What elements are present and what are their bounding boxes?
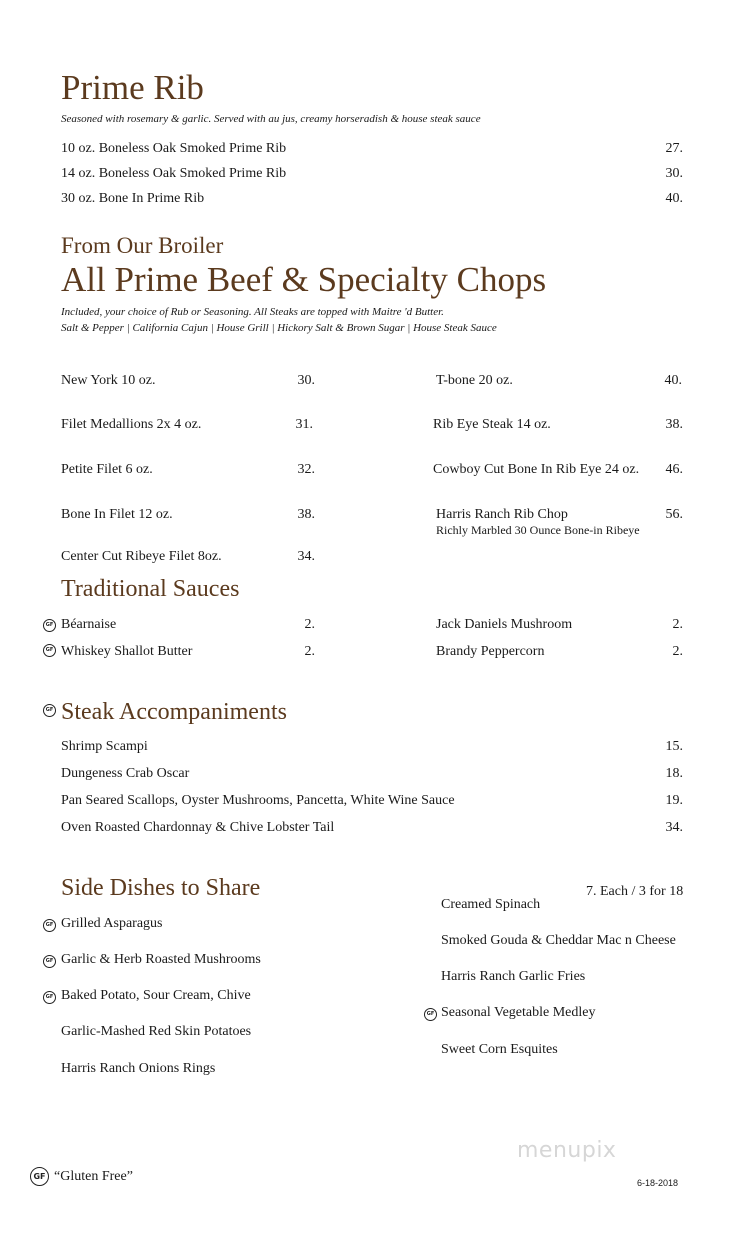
menu-item-name: Oven Roasted Chardonnay & Chive Lobster Tail [61, 820, 335, 835]
gluten-free-icon: GF [43, 619, 56, 632]
menu-item-name: Filet Medallions 2x 4 oz. [61, 417, 202, 432]
menu-item-name: Bone In Filet 12 oz. [61, 507, 173, 522]
menu-item-price: 34. [297, 549, 315, 564]
menu-item-price: 2. [304, 644, 315, 659]
menu-item-price: 40. [664, 373, 682, 388]
accompaniments-title: Steak Accompaniments [61, 699, 287, 725]
sides-title: Side Dishes to Share [61, 875, 261, 901]
gluten-free-icon: GF [424, 1008, 437, 1021]
broiler-description: Included, your choice of Rub or Seasoning. All Steaks are topped with Maitre 'd Butter. [61, 306, 444, 318]
menu-item-price: 38. [665, 417, 683, 432]
side-item: Sweet Corn Esquites [441, 1042, 558, 1057]
gluten-free-icon: GF [43, 704, 56, 717]
gluten-free-legend-text: “Gluten Free” [54, 1169, 133, 1184]
menu-item-price: 38. [297, 507, 315, 522]
broiler-title: All Prime Beef & Specialty Chops [61, 260, 547, 299]
menupix-watermark: menupix [517, 1138, 617, 1163]
sauces-title: Traditional Sauces [61, 576, 240, 602]
menu-item-price: 18. [665, 766, 683, 781]
menu-item-name: Brandy Peppercorn [436, 644, 545, 659]
menu-item-name: Shrimp Scampi [61, 739, 148, 754]
menu-item-name: Whiskey Shallot Butter [61, 644, 193, 659]
menu-item-name: 14 oz. Boneless Oak Smoked Prime Rib [61, 166, 287, 181]
prime-rib-description: Seasoned with rosemary & garlic. Served with au jus, creamy horseradish & house steak sauce [61, 113, 481, 125]
menu-item-name: Jack Daniels Mushroom [436, 617, 573, 632]
side-item: Garlic & Herb Roasted Mushrooms [61, 952, 261, 967]
menu-item-name: Cowboy Cut Bone In Rib Eye 24 oz. [433, 462, 640, 477]
menu-item-price: 34. [665, 820, 683, 835]
broiler-subtitle: From Our Broiler [61, 233, 224, 258]
side-item: Grilled Asparagus [61, 916, 163, 931]
menu-item-price: 15. [665, 739, 683, 754]
gluten-free-icon: GF [43, 919, 56, 932]
menu-item-name: Pan Seared Scallops, Oyster Mushrooms, Pancetta, White Wine Sauce [61, 793, 455, 808]
gluten-free-icon: GF [43, 955, 56, 968]
gluten-free-legend-icon: GF [30, 1167, 49, 1186]
gluten-free-icon: GF [43, 991, 56, 1004]
menu-item-name: Center Cut Ribeye Filet 8oz. [61, 549, 222, 564]
menu-item-name: Dungeness Crab Oscar [61, 766, 190, 781]
side-item: Garlic-Mashed Red Skin Potatoes [61, 1024, 252, 1039]
menu-item-price: 56. [665, 507, 683, 522]
side-item: Harris Ranch Garlic Fries [441, 969, 586, 984]
menu-item-price: 46. [665, 462, 683, 477]
menu-item-price: 2. [672, 644, 683, 659]
menu-item-name: T-bone 20 oz. [436, 373, 513, 388]
menu-item-price: 27. [665, 141, 683, 156]
sides-price-note: 7. Each / 3 for 18 [586, 884, 684, 899]
menu-item-name: 30 oz. Bone In Prime Rib [61, 191, 205, 206]
menu-item-name: New York 10 oz. [61, 373, 156, 388]
prime-rib-title: Prime Rib [61, 68, 204, 107]
menu-item-price: 2. [672, 617, 683, 632]
menu-item-name: Béarnaise [61, 617, 117, 632]
side-item: Creamed Spinach [441, 897, 541, 912]
side-item: Baked Potato, Sour Cream, Chive [61, 988, 251, 1003]
side-item: Harris Ranch Onions Rings [61, 1061, 216, 1076]
menu-item-name: Harris Ranch Rib Chop [436, 507, 568, 522]
side-item: Seasonal Vegetable Medley [441, 1005, 596, 1020]
menu-item-note: Richly Marbled 30 Ounce Bone-in Ribeye [436, 523, 640, 537]
menu-item-price: 2. [304, 617, 315, 632]
menu-item-price: 30. [297, 373, 315, 388]
menu-date: 6-18-2018 [637, 1178, 679, 1188]
gluten-free-icon: GF [43, 644, 56, 657]
menu-item-price: 19. [665, 793, 683, 808]
menu-item-price: 31. [295, 417, 313, 432]
menu-item-price: 40. [665, 191, 683, 206]
menu-item-name: Rib Eye Steak 14 oz. [433, 417, 551, 432]
menu-item-price: 30. [665, 166, 683, 181]
side-item: Smoked Gouda & Cheddar Mac n Cheese [441, 933, 676, 948]
menu-item-name: 10 oz. Boneless Oak Smoked Prime Rib [61, 141, 287, 156]
broiler-seasonings: Salt & Pepper | California Cajun | House Grill | Hickory Salt & Brown Sugar | House Steak Sauce [61, 322, 497, 334]
menu-item-price: 32. [297, 462, 315, 477]
menu-item-name: Petite Filet 6 oz. [61, 462, 153, 477]
